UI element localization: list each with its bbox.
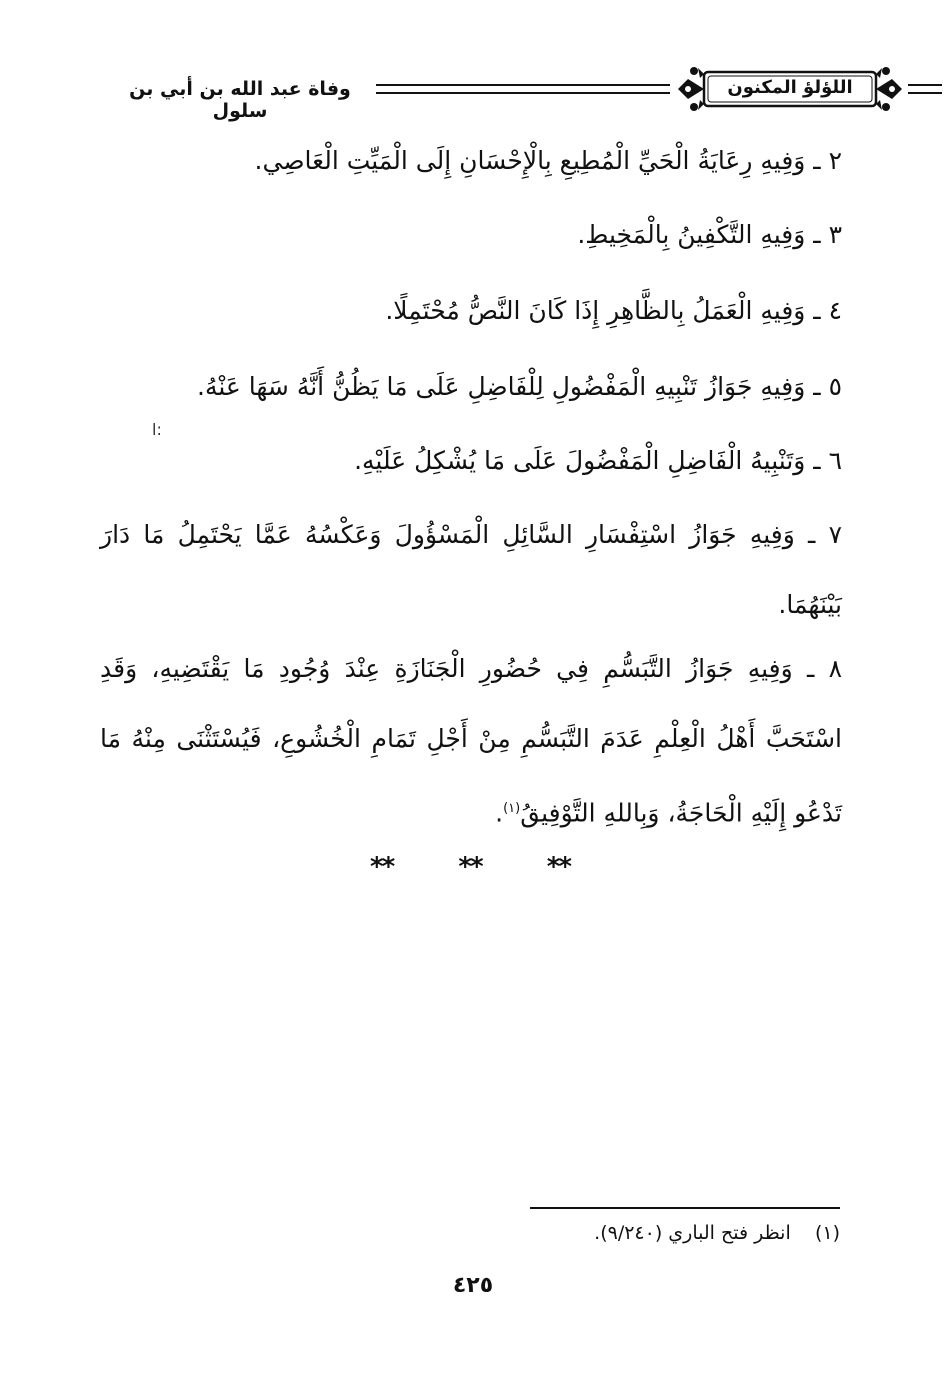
header-rule-left	[376, 84, 670, 94]
header-rule-right	[908, 84, 942, 94]
paragraph-8	[100, 634, 842, 848]
paragraph-8-text: ٨ ـ وَفِيهِ جَوَازُ التَّبَسُّمِ فِي حُضُورِ الْجَنَازَةِ عِنْدَ وُجُودِ مَا يَقْتَضِيهِ، وَقَدِ اسْتَحَبَّ أَهْلُ الْعِلْمِ عَدَمَ التَّبَسُّمِ مِنْ أَجْلِ تَمَامِ الْخُشُوعِ، فَيُسْتَثْنَى مِنْهُ مَا تَدْعُو إِلَيْهِ الْحَاجَةُ، وَبِاللهِ التَّوْفِيقُ	[100, 654, 842, 828]
book-title-ornament	[674, 60, 906, 118]
separator-stars: **	[546, 852, 570, 882]
paragraph-7: ٧ ـ وَفِيهِ جَوَازُ اسْتِفْسَارِ السَّائِلِ الْمَسْؤُولَ وَعَكْسُهُ عَمَّا يَحْتَمِلُ مَا دَارَ بَيْنَهُمَا.	[100, 520, 842, 619]
paragraph-5: ٥ ـ وَفِيهِ جَوَازُ تَنْبِيهِ الْمَفْضُولِ لِلْفَاضِلِ عَلَى مَا يَظُنُّ أَنَّهُ سَهَا عَنْهُ.	[197, 372, 842, 401]
separator-stars: **	[370, 852, 394, 882]
footnote-text: انظر فتح الباري (٩/٢٤٠).	[594, 1222, 791, 1244]
margin-mark: ا:	[152, 420, 162, 439]
separator-stars: **	[458, 852, 482, 882]
paragraph-3: ٣ ـ وَفِيهِ التَّكْفِينُ بِالْمَخِيطِ.	[577, 220, 842, 249]
paragraph-4: ٤ ـ وَفِيهِ الْعَمَلُ بِالظَّاهِرِ إِذَا كَانَ النَّصُّ مُحْتَمِلًا.	[385, 296, 842, 325]
footnote	[500, 1222, 840, 1244]
paragraph-6: ٦ ـ وَتَنْبِيهُ الْفَاضِلِ الْمَفْضُولَ عَلَى مَا يُشْكِلُ عَلَيْهِ.	[354, 446, 842, 475]
chapter-title: وفاة عبد الله بن أبي بن سلول	[129, 78, 351, 122]
book-title: اللؤلؤ المكنون	[727, 77, 853, 98]
paragraph-8-end: .	[495, 798, 504, 828]
page-number: ٤٢٥	[452, 1273, 494, 1298]
footnote-divider	[530, 1207, 840, 1209]
paragraph-2: ٢ ـ وَفِيهِ رِعَايَةُ الْحَيِّ الْمُطِيعِ بِالْإِحْسَانِ إِلَى الْمَيِّتِ الْعَاصِي.	[254, 146, 842, 175]
footnote-reference[interactable]: (١)	[503, 801, 521, 816]
page-header	[100, 60, 853, 122]
footnote-number: (١)	[814, 1222, 840, 1244]
section-separator	[370, 852, 570, 882]
